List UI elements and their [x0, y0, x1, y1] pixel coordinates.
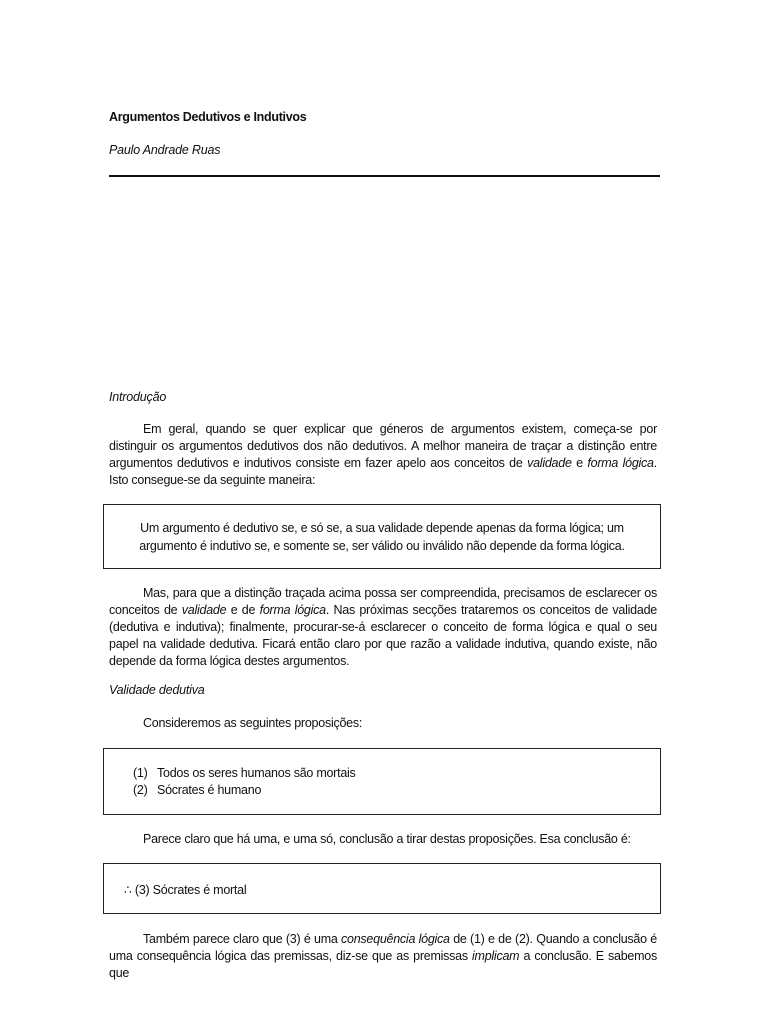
section-heading-introducao: Introdução: [109, 390, 167, 404]
paragraph-intro-text-a: Em geral, quando se quer explicar que géneros de argumentos existem, começa-se por distinguir os argumentos dedutivos dos não dedutivos. A melhor maneira de traçar a distinção entre argumentos dedutivos e indutivos consiste em fazer apelo aos conceitos de: [109, 422, 657, 470]
proposition-text: Sócrates é humano: [157, 783, 262, 797]
paragraph-distincao-text-a: Mas, para que a distinção traçada acima possa ser compreendida, precisamos de esclarecer os conceitos de: [109, 586, 657, 617]
definition-box: [103, 504, 661, 569]
paragraph-consequencia-text-b: de (1) e de (2). Quando a conclusão é uma consequência lógica das premissas, diz-se que as premissas: [109, 932, 657, 963]
section-heading-validade-dedutiva: Validade dedutiva: [109, 683, 205, 697]
paragraph-intro-text-c: . Isto consegue-se da seguinte maneira:: [109, 456, 657, 487]
proposition-number: (2): [133, 783, 148, 797]
term-forma-logica-2: forma lógica: [259, 603, 326, 617]
header-divider: [109, 175, 660, 177]
term-implicam: implicam: [472, 949, 520, 963]
paragraph-consequencia-text-a: Também parece claro que (3) é uma: [143, 932, 342, 946]
term-consequencia-logica: consequência lógica: [341, 932, 450, 946]
conclusion-box: [103, 863, 661, 914]
paragraph-consequencia-text-c: a conclusão. E sabemos que: [109, 949, 657, 980]
paragraph-intro: [109, 421, 657, 489]
term-validade-2: validade: [181, 603, 227, 617]
list-item: [133, 782, 356, 799]
proposition-number: (1): [133, 766, 148, 780]
list-item: [133, 765, 356, 782]
paragraph-consideremos: Consideremos as seguintes proposições:: [143, 716, 363, 730]
paragraph-distincao-text-b: e de: [226, 603, 260, 617]
proposition-text: Todos os seres humanos são mortais: [157, 766, 356, 780]
term-forma-logica: forma lógica: [587, 456, 654, 470]
paragraph-conclusao-intro: Parece claro que há uma, e uma só, conclusão a tirar destas proposições. Esa conclusão é:: [143, 832, 631, 846]
paragraph-distincao-text-c: . Nas próximas secções trataremos os conceitos de validade (dedutiva e indutiva); finalmente, procurar-se-á esclarecer o conceito de forma lógica e qual o seu papel na validade dedutiva. Ficará então claro por que razão a validade indutiva, quando existe, não depende da forma lógica destes argumentos.: [109, 603, 657, 668]
document-author: Paulo Andrade Ruas: [109, 143, 221, 157]
conclusion-text: ∴ (3) Sócrates é mortal: [124, 883, 247, 897]
paragraph-intro-text-b: e: [571, 456, 588, 470]
propositions-list: [133, 765, 356, 799]
paragraph-consequencia: [109, 931, 657, 982]
paragraph-distincao: [109, 585, 657, 670]
definition-text: Um argumento é dedutivo se, e só se, a sua validade depende apenas da forma lógica; um argumento é indutivo se, e somente se, ser válido ou inválido não depende da forma lógica.: [139, 520, 625, 553]
term-validade: validade: [527, 456, 572, 470]
propositions-box: [103, 748, 661, 815]
document-title: Argumentos Dedutivos e Indutivos: [109, 110, 307, 124]
